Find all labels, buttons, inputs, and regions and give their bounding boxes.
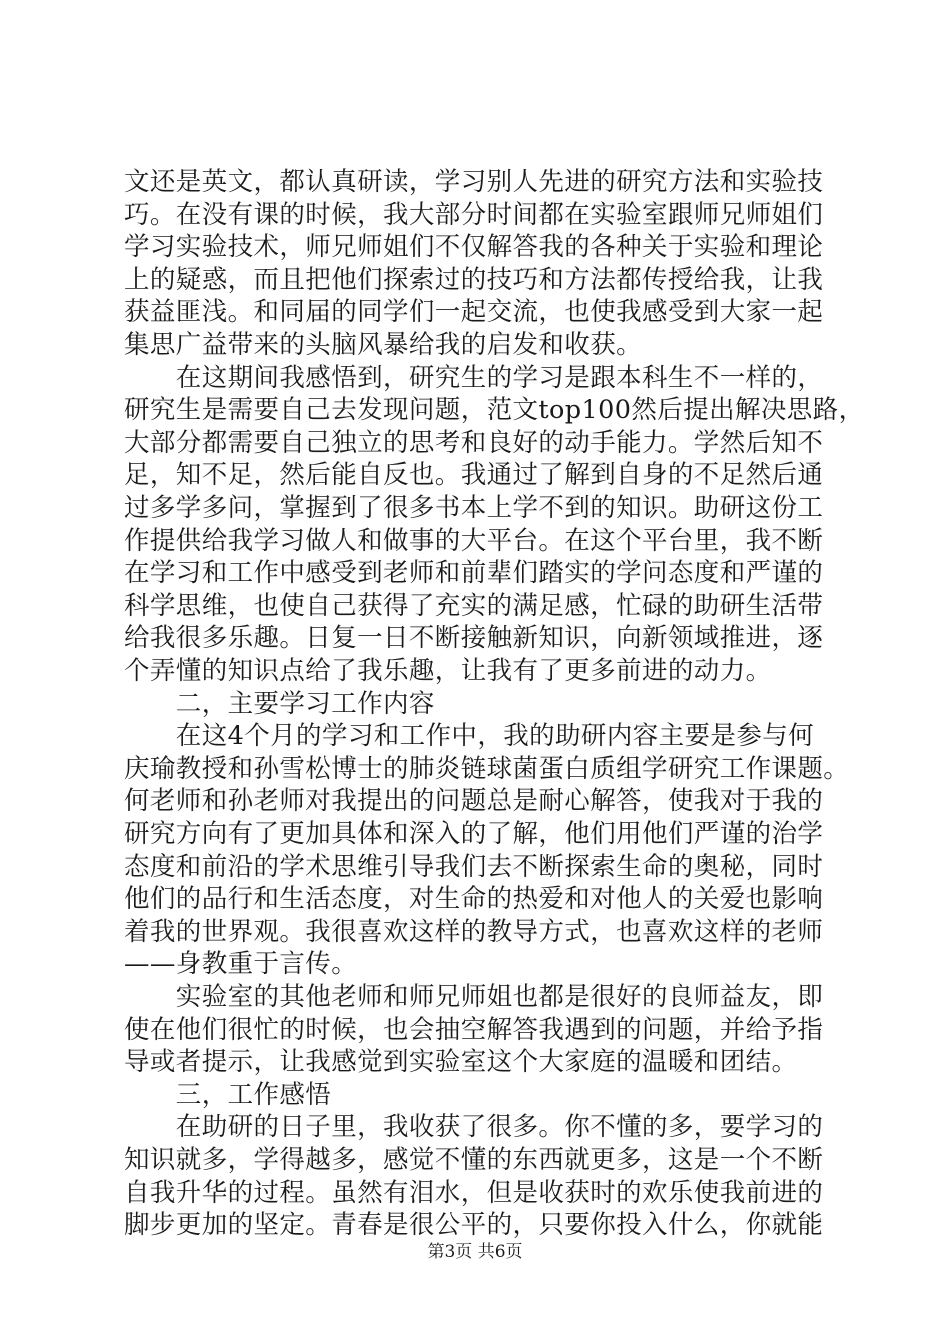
text-line: 自我升华的过程。虽然有泪水，但是收获时的欢乐使我前进的 bbox=[124, 1177, 824, 1208]
text-line: 脚步更加的坚定。青春是很公平的，只要你投入什么，你就能 bbox=[124, 1210, 824, 1241]
text-line: 大部分都需要自己独立的思考和良好的动手能力。学然后知不 bbox=[124, 427, 824, 458]
text-line: 文还是英文，都认真研读，学习别人先进的研究方法和实验技 bbox=[124, 167, 824, 197]
page-number-footer: 第3页 共6页 bbox=[427, 1242, 523, 1262]
text-line: 巧。在没有课的时候，我大部分时间都在实验室跟师兄师姐们 bbox=[124, 199, 824, 230]
text-line: 学习实验技术，师兄师姐们不仅解答我的各种关于实验和理论 bbox=[124, 232, 824, 263]
text-line: 研究生是需要自己去发现问题，范文top100然后提出解决思路， bbox=[124, 395, 865, 426]
text-line: 在这4个月的学习和工作中，我的助研内容主要是参与何 bbox=[124, 721, 815, 752]
text-line: 个弄懂的知识点给了我乐趣，让我有了更多前进的动力。 bbox=[124, 656, 772, 686]
text-line: 过多学多问，掌握到了很多书本上学不到的知识。助研这份工 bbox=[124, 493, 824, 523]
text-line: 何老师和孙老师对我提出的问题总是耐心解答，使我对于我的 bbox=[124, 786, 824, 817]
text-line: 足，知不足，然后能自反也。我通过了解到自身的不足然后通 bbox=[124, 460, 824, 491]
text-line: 上的疑惑，而且把他们探索过的技巧和方法都传授给我，让我 bbox=[124, 264, 824, 295]
text-line: 庆瑜教授和孙雪松博士的肺炎链球菌蛋白质组学研究工作课题。 bbox=[124, 753, 850, 784]
text-line: 他们的品行和生活态度，对生命的热爱和对他人的关爱也影响 bbox=[124, 884, 824, 915]
text-line: 在学习和工作中感受到老师和前辈们踏实的学问态度和严谨的 bbox=[124, 558, 824, 589]
text-line: ——身教重于言传。 bbox=[124, 949, 358, 980]
text-line: 使在他们很忙的时候，也会抽空解答我遇到的问题，并给予指 bbox=[124, 1014, 824, 1045]
text-line: 科学思维，也使自己获得了充实的满足感，忙碌的助研生活带 bbox=[124, 590, 824, 621]
text-line: 给我很多乐趣。日复一日不断接触新知识，向新领域推进，逐 bbox=[124, 623, 824, 654]
text-line: 实验室的其他老师和师兄师姐也都是很好的良师益友，即 bbox=[124, 982, 824, 1012]
text-line: 研究方向有了更加具体和深入的了解，他们用他们严谨的治学 bbox=[124, 819, 824, 849]
text-line: 在助研的日子里，我收获了很多。你不懂的多，要学习的 bbox=[124, 1112, 824, 1143]
text-line: 导或者提示，让我感觉到实验室这个大家庭的温暖和团结。 bbox=[124, 1047, 798, 1078]
text-line: 知识就多，学得越多，感觉不懂的东西就更多，这是一个不断 bbox=[124, 1145, 824, 1175]
text-line: 态度和前沿的学术思维引导我们去不断探索生命的奥秘，同时 bbox=[124, 851, 824, 882]
text-line: 获益匪浅。和同届的同学们一起交流，也使我感受到大家一起 bbox=[124, 297, 824, 328]
text-line: 集思广益带来的头脑风暴给我的启发和收获。 bbox=[124, 330, 643, 360]
text-line: 在这期间我感悟到，研究生的学习是跟本科生不一样的， bbox=[124, 362, 824, 393]
text-line: 着我的世界观。我很喜欢这样的教导方式，也喜欢这样的老师 bbox=[124, 916, 824, 947]
section-heading: 二，主要学习工作内容 bbox=[124, 688, 435, 719]
section-heading: 三，工作感悟 bbox=[124, 1079, 332, 1110]
text-line: 作提供给我学习做人和做事的大平台。在这个平台里，我不断 bbox=[124, 525, 824, 556]
